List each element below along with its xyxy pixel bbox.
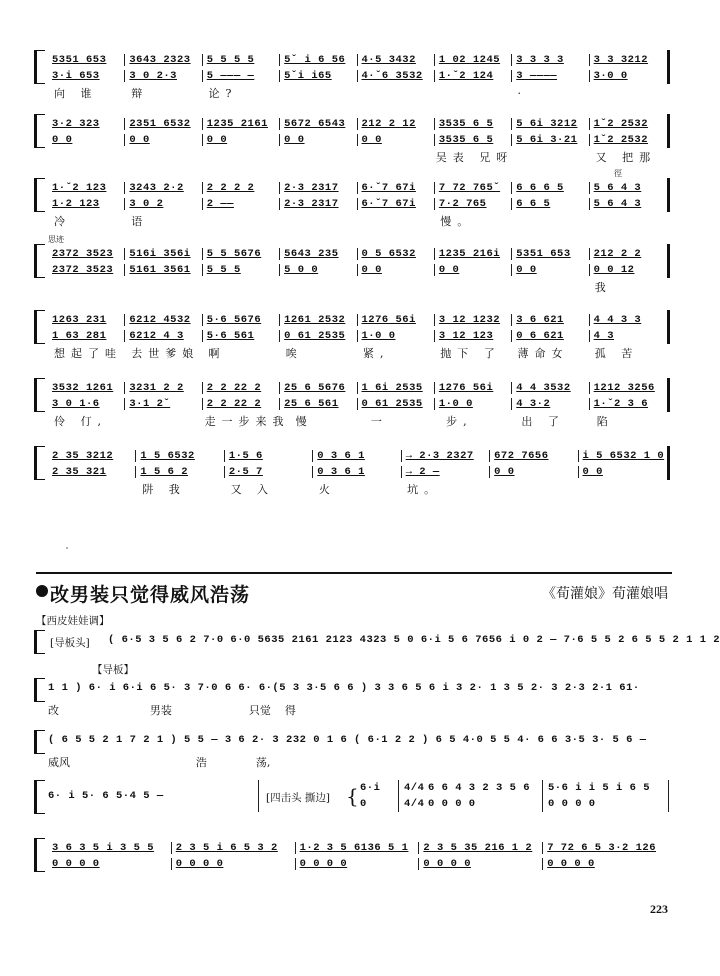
measure: 3·0 0: [589, 70, 666, 82]
lyric-cell: 慢。: [440, 215, 475, 228]
measure: 1 02 1245: [434, 54, 511, 66]
measure: 3231 2 2: [124, 382, 201, 394]
lower-staff-row: [48, 196, 666, 211]
measure: 6212 4 3: [124, 330, 201, 342]
lower-notes: 0 0 0 0: [548, 798, 596, 810]
measure: 0 3 6 1: [312, 450, 400, 462]
lyric-cell: 薄命女: [517, 347, 569, 360]
score-system-6: [34, 378, 670, 440]
measure: 1·ˇ2 3 6: [589, 398, 666, 410]
measure: 0 0: [202, 134, 279, 146]
measure: 1263 231: [52, 313, 107, 326]
measure: 3532 1261: [52, 381, 114, 394]
measure: 0 0 0 0: [171, 858, 295, 870]
lyric-row: [48, 86, 666, 100]
upper-staff-row: [48, 246, 666, 261]
lyric-cell: 想起了哇: [54, 347, 122, 360]
upper-staff-row: [48, 840, 666, 855]
measure: 5351 653: [511, 248, 588, 260]
lower-staff-row: [48, 68, 666, 83]
system-bracket: [34, 730, 45, 754]
measure: 7·2 765: [434, 198, 511, 210]
measure: 0 61 2535: [357, 398, 434, 410]
measure: 2·3 2317: [279, 182, 356, 194]
lyric-cell: 唉: [285, 347, 303, 360]
lyric-cell: 孤 苦: [594, 347, 639, 360]
measure: 2 2 22 2: [202, 398, 279, 410]
system-bracket: [34, 838, 45, 872]
end-barline: [667, 50, 670, 84]
measure: 5 ——— —: [202, 70, 279, 82]
measure: 0 3 6 1: [312, 466, 400, 478]
measure: 5 0 0: [279, 264, 356, 276]
intro-tag: [导板头]: [50, 637, 90, 649]
measure: 3 0 2·3: [124, 70, 201, 82]
measure: 2351 6532: [124, 118, 201, 130]
final-system: [34, 838, 670, 878]
measure: 2 2 2 2: [202, 182, 279, 194]
melody-line: 1 1 ) 6· i 6·i 6 5· 3 7·0 6 6· 6·(5 3 3·5 6 6 ) 3 3 6 5 6 i 3 2· 1 3 5 2· 3 2·3 2·1 61·: [48, 682, 640, 694]
lyric-cell: 辩: [131, 87, 149, 100]
upper-notes: 6 6 4 3 2 3 5 6: [428, 782, 531, 794]
lyric-line: 威风 浩 荡,: [48, 756, 271, 769]
lyric-cell: 抛下 了: [440, 347, 501, 360]
lyric-cell: 出 了: [521, 415, 565, 428]
sixi-tag: [四击头 撕边]: [266, 792, 331, 804]
lyric-cell: 又 把那: [595, 151, 657, 164]
measure: 5·6 5676: [202, 314, 279, 326]
lyric-cell: 语: [131, 215, 149, 228]
section-bullet: [36, 585, 48, 597]
measure: 5643 235: [279, 248, 356, 260]
measure: 2·3 2317: [279, 198, 356, 210]
measure: 3243 2·2: [124, 182, 201, 194]
measure: 5 6i 3·21: [511, 134, 588, 146]
system-bracket: [34, 630, 45, 654]
measure: 2372 3523: [52, 263, 114, 276]
intro-notation: ( 6·5 3 5 6 2 7·0 6·0 5635 2161 2123 4323 5 0 6·i 5 6 7656 i 0 2 — 7·6 5 5 2 6 5 5 2 1 1 2: [108, 634, 720, 646]
measure: 6 6 5: [511, 198, 588, 210]
lyric-cell: 吴表 兄呀: [435, 151, 514, 164]
upper-staff-row: [48, 312, 666, 327]
end-barline: [667, 446, 670, 480]
measure: 3 6 621: [511, 314, 588, 326]
measure: 1 5 6532: [135, 450, 223, 462]
measure: 4 4 3 3: [589, 314, 666, 326]
measure: 1·0 0: [434, 398, 511, 410]
measure: 3 6 3 5 i 3 5 5: [52, 841, 155, 854]
lower-staff-row: [48, 262, 666, 277]
system-bracket: [34, 378, 45, 412]
lyric-row: [48, 214, 666, 228]
measure: 0 0 0 0: [542, 858, 666, 870]
upper-notes: 5·6 i i 5 i 6 5: [548, 782, 651, 794]
measure: 6·ˇ7 67i: [357, 198, 434, 210]
lyric-row: [48, 414, 666, 428]
lyric-row: [48, 482, 666, 496]
measure: 0 0: [578, 466, 666, 478]
measure: 3 12 123: [434, 330, 511, 342]
measure: → 2 —: [401, 466, 489, 478]
lower-staff-row: [48, 396, 666, 411]
lyric-cell: 慢: [295, 415, 313, 428]
measure: 1·2 3 5 6136 5 1: [295, 842, 419, 854]
system-bracket: [34, 50, 45, 84]
measure: 5672 6543: [279, 118, 356, 130]
measure: 1ˇ2 2532: [589, 134, 666, 146]
measure: 2 35 3212: [52, 449, 114, 462]
upper-staff-row: [48, 52, 666, 67]
measure: 0 61 2535: [279, 330, 356, 342]
measure: 6·ˇ7 67i: [357, 182, 434, 194]
performance-note: 徑: [614, 169, 622, 178]
measure: 3 ————: [511, 70, 588, 82]
system-bracket: [34, 678, 45, 702]
measure: 6 6 6 5: [511, 182, 588, 194]
upper-staff-row: [48, 116, 666, 131]
measure: 4 4 3532: [511, 382, 588, 394]
measure: 0 0: [124, 134, 201, 146]
measure: 1235 2161: [202, 118, 279, 130]
daoban-system-1: [34, 678, 670, 722]
lyric-cell: 论?: [208, 87, 238, 100]
measure: 3·i 653: [52, 69, 100, 82]
lyric-cell: 向 谁: [54, 87, 98, 100]
lyric-cell: 我: [594, 281, 612, 294]
measure: 0 0: [52, 133, 73, 146]
song-source: 《荀灌娘》荀灌娘唱: [542, 586, 668, 602]
measure: 2 35 321: [52, 465, 107, 478]
measure: 0 0: [489, 466, 577, 478]
measure: 3 0 1·6: [52, 397, 100, 410]
measure: 672 7656: [489, 450, 577, 462]
measure: 7 72 765ˇ: [434, 182, 511, 194]
system-bracket: [34, 114, 45, 148]
measure: 6212 4532: [124, 314, 201, 326]
measure: 4·ˇ6 3532: [357, 70, 434, 82]
end-barline: [667, 178, 670, 212]
measure: 3643 2323: [124, 54, 201, 66]
measure: 25 6 5676: [279, 382, 356, 394]
measure: 5 6i 3212: [511, 118, 588, 130]
lyric-cell: 坑。: [407, 483, 442, 496]
measure: 2 3 5 35 216 1 2: [418, 842, 542, 854]
lyric-cell: 陷: [596, 415, 614, 428]
measure: 5 6 4 3: [589, 182, 666, 194]
lower-staff-row: [48, 132, 666, 147]
upper-notes: 6·i: [360, 782, 381, 794]
system-bracket: [34, 310, 45, 344]
end-barline: [667, 378, 670, 412]
measure: 3 0 2: [124, 198, 201, 210]
lyric-cell: 又 入: [230, 483, 275, 496]
measure: 1235 216i: [434, 248, 511, 260]
lyric-line: 改 男装 只觉 得: [48, 704, 296, 717]
brace: {: [346, 784, 359, 808]
lyric-row: [48, 150, 666, 164]
measure: 1·0 0: [357, 330, 434, 342]
measure: 5 5 5: [202, 264, 279, 276]
lower-staff-row: [48, 464, 666, 479]
system-bracket: [34, 780, 45, 814]
lyric-cell: 紧,: [363, 347, 390, 360]
system-bracket: [34, 244, 45, 278]
lyric-row: [48, 346, 666, 360]
measure: 5ˇ i 6 56: [279, 54, 356, 66]
measure: 1·ˇ2 123: [52, 181, 107, 194]
lower-notes: 0: [360, 798, 367, 810]
measure: 3 3 3212: [589, 54, 666, 66]
measure: 1 6i 2535: [357, 382, 434, 394]
measure: 3 12 1232: [434, 314, 511, 326]
measure: 4 3·2: [511, 398, 588, 410]
lyric-cell: 阱 我: [142, 483, 186, 496]
print-speck: [66, 547, 68, 549]
section-rule: [36, 572, 672, 574]
lower-staff-row: [48, 328, 666, 343]
measure: 3 3 3 3: [511, 54, 588, 66]
score-system-2: [34, 114, 670, 176]
daoban-system-2: [34, 730, 670, 774]
barline: [668, 780, 669, 812]
lower-notes: 0 0 0 0: [428, 798, 476, 810]
measure: 5·6 561: [202, 330, 279, 342]
system-bracket: [34, 446, 45, 480]
measure: 2 2 22 2: [202, 382, 279, 394]
lyric-cell: 冷: [54, 215, 71, 228]
measure: 0 0: [434, 264, 511, 276]
lyric-cell: 步,: [446, 415, 473, 428]
page-number: 223: [650, 902, 668, 916]
upper-staff-row: [48, 380, 666, 395]
measure: 1276 56i: [357, 314, 434, 326]
measure: 1276 56i: [434, 382, 511, 394]
measure: 1212 3256: [589, 382, 666, 394]
measure: 0 0 12: [589, 264, 666, 276]
tune-tag: 【西皮娃娃调】: [36, 615, 110, 627]
measure: 1ˇ2 2532: [589, 118, 666, 130]
lyric-cell: 去世爹娘: [131, 347, 200, 360]
measure: 1·2 123: [52, 197, 100, 210]
measure: 5ˇi i65: [279, 70, 356, 82]
measure: 0 0 0 0: [52, 857, 100, 870]
performance-note: 思迹: [48, 235, 64, 244]
score-system-4: [34, 235, 670, 306]
score-system-5: [34, 310, 670, 372]
time-signature: 4/4: [404, 782, 425, 794]
measure: i 5 6532 1 0: [578, 450, 666, 462]
time-signature: 4/4: [404, 798, 425, 810]
measure: 4 3: [589, 330, 666, 342]
upper-staff-row: [48, 180, 666, 195]
measure: → 2·3 2327: [401, 450, 489, 462]
measure: 5 5 5676: [202, 248, 279, 260]
system-bracket: [34, 178, 45, 212]
measure: 25 6 561: [279, 398, 356, 410]
measure: 1·ˇ2 124: [434, 70, 511, 82]
score-system-1: [34, 50, 670, 112]
transition-system: [34, 780, 670, 820]
measure: 3535 6 5: [434, 118, 511, 130]
measure: 2372 3523: [52, 247, 114, 260]
lyric-cell: 火: [318, 483, 336, 496]
measure: 1261 2532: [279, 314, 356, 326]
measure: 212 2 2: [589, 248, 666, 260]
measure: 3535 6 5: [434, 134, 511, 146]
measure: 0 0: [357, 264, 434, 276]
intro-system: [34, 630, 720, 654]
measure: 4·5 3432: [357, 54, 434, 66]
measure: 516i 356i: [124, 248, 201, 260]
measure: 3·2 323: [52, 117, 100, 130]
score-system-7: [34, 446, 670, 508]
measure: 7 72 6 5 3·2 126: [542, 842, 666, 854]
barline: [398, 780, 399, 812]
measure: 5 5 5 5: [202, 54, 279, 66]
barline: [258, 780, 259, 812]
measure: 5351 653: [52, 53, 107, 66]
measure: 0 0 0 0: [295, 858, 419, 870]
barline: [542, 780, 543, 812]
upper-staff-row: [48, 448, 666, 463]
measure: 1 63 281: [52, 329, 107, 342]
measure: 1·5 6: [224, 450, 312, 462]
lyric-cell: 走一步来我: [204, 415, 290, 428]
lyric-cell: 一: [370, 415, 388, 428]
score-system-3: [34, 169, 670, 240]
end-barline: [667, 310, 670, 344]
melody-line: ( 6 5 5 2 1 7 2 1 ) 5 5 — 3 6 2· 3 232 0 1 6 ( 6·1 2 2 ) 6 5 4·0 5 5 4· 6 6 3·5 3· 5 6 —: [48, 734, 647, 746]
measure: 1 5 6 2: [135, 466, 223, 478]
lyric-cell: 伶 仃,: [54, 415, 107, 428]
measure: 212 2 12: [357, 118, 434, 130]
measure: 0 6 621: [511, 330, 588, 342]
end-barline: [667, 244, 670, 278]
measure: 2 ——: [202, 198, 279, 210]
song-title: 改男装只觉得威风浩荡: [50, 584, 251, 606]
lyric-cell: 啊: [208, 347, 226, 360]
lyric-cell: ·: [517, 86, 527, 100]
measure: 0 0: [511, 264, 588, 276]
measure: 0 0: [357, 134, 434, 146]
measure: 2·5 7: [224, 466, 312, 478]
measure: 5161 3561: [124, 264, 201, 276]
measure: 3·1 2ˇ: [124, 398, 201, 410]
lyric-row: [48, 280, 666, 294]
lower-staff-row: [48, 856, 666, 871]
daoban-tag: 【导板】: [92, 664, 134, 676]
measure: 2 3 5 i 6 5 3 2: [171, 842, 295, 854]
measure: 0 0: [279, 134, 356, 146]
measure: 0 0 0 0: [418, 858, 542, 870]
measure: 5 6 4 3: [589, 198, 666, 210]
melody-line: 6· i 5· 6 5·4 5 —: [48, 790, 164, 802]
end-barline: [667, 114, 670, 148]
measure: 0 5 6532: [357, 248, 434, 260]
